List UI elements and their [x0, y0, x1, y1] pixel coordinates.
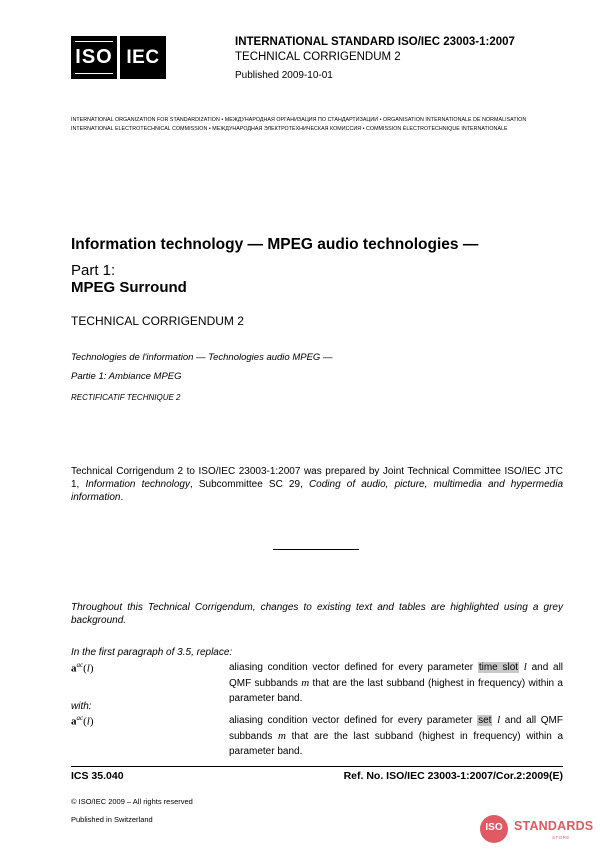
- old-def-var-l: l: [523, 661, 527, 673]
- logo-rule-top: [75, 41, 113, 42]
- old-def-post: that are the last subband (highest in frequency) within a parameter band.: [229, 677, 563, 704]
- reference-number: Ref. No. ISO/IEC 23003-1:2007/Cor.2:2009(E): [343, 770, 563, 782]
- intro-paragraph: [71, 465, 563, 504]
- logo-rule-bottom: [75, 73, 113, 74]
- old-def-var-m: m: [301, 676, 310, 689]
- new-def-mid: and all QMF subbands: [229, 715, 563, 742]
- symbol-var: l: [86, 715, 90, 728]
- old-definition: [229, 660, 563, 707]
- symbol-new: [71, 714, 94, 728]
- badge-iso-circle: [480, 815, 508, 843]
- new-def-pre: aliasing condition vector defined for every parameter: [229, 715, 478, 726]
- corrigendum-title: TECHNICAL CORRIGENDUM 2: [71, 314, 244, 328]
- iso-logo: [71, 36, 117, 79]
- intro-text-d: Coding of audio, picture, multimedia and hypermedia information: [71, 479, 564, 503]
- symbol-paren-open: (: [83, 662, 87, 675]
- symbol-base: a: [71, 662, 77, 675]
- symbol-superscript: ac: [76, 661, 84, 669]
- french-corrigendum: RECTIFICATIF TECHNIQUE 2: [71, 393, 181, 402]
- intro-text-b: Information technology: [85, 479, 190, 490]
- standards-store-badge[interactable]: [480, 815, 594, 843]
- standard-number: INTERNATIONAL STANDARD ISO/IEC 23003-1:2007: [235, 36, 515, 48]
- new-def-highlight: set: [478, 715, 492, 726]
- published-date: Published 2009-10-01: [235, 70, 333, 81]
- published-in: Published in Switzerland: [71, 815, 153, 824]
- old-def-pre: aliasing condition vector defined for every parameter: [229, 662, 478, 673]
- french-part: Partie 1: Ambiance MPEG: [71, 371, 182, 382]
- new-def-var-l: l: [497, 714, 501, 726]
- badge-text: STANDARDS: [514, 819, 594, 833]
- replace-label: In the first paragraph of 3.5, replace:: [71, 647, 233, 658]
- with-label: with:: [71, 701, 92, 712]
- iso-logo-text: ISO: [75, 46, 113, 68]
- part-number: Part 1:: [71, 262, 116, 279]
- symbol-superscript: ac: [76, 714, 84, 722]
- part-title: MPEG Surround: [71, 279, 187, 296]
- new-def-post: that are the last subband (highest in frequency) within a parameter band.: [229, 730, 564, 757]
- symbol-old: [71, 661, 94, 675]
- iec-logo-text: IEC: [126, 46, 160, 68]
- corrigendum-number: TECHNICAL CORRIGENDUM 2: [235, 51, 401, 63]
- iec-logo: [120, 36, 166, 79]
- french-title: Technologies de l'information — Technologies audio MPEG —: [71, 352, 333, 363]
- throughout-note: Throughout this Technical Corrigendum, changes to existing text and tables are highlighted using a grey background.: [71, 602, 563, 626]
- intro-text-a: Technical Corrigendum 2 to ISO/IEC 23003-1:2007 was prepared by Joint Technical Committee ISO/IEC JTC 1,: [71, 466, 563, 490]
- section-divider: [273, 549, 359, 550]
- symbol-paren-open: (: [83, 715, 87, 728]
- symbol-var: l: [86, 662, 90, 675]
- copyright-notice: © ISO/IEC 2009 – All rights reserved: [71, 797, 193, 806]
- ics-code: ICS 35.040: [71, 770, 124, 782]
- badge-iso-text: ISO: [485, 822, 503, 833]
- old-def-highlight: time slot: [478, 662, 519, 673]
- footer-rule: [71, 766, 563, 767]
- document-title: Information technology — MPEG audio technologies —: [71, 236, 479, 253]
- intro-text-e: .: [120, 492, 124, 503]
- symbol-base: a: [71, 715, 77, 728]
- organizations-line-2: INTERNATIONAL ELECTROTECHNICAL COMMISSION • МЕЖДУНАРОДНАЯ ЭЛЕКТРОТЕХНИЧЕСКАЯ КОМИССИЯ • COMMISSION ÉLECTROTECHNIQUE INTERNATIONALE: [71, 126, 508, 132]
- symbol-paren-close: ): [89, 662, 94, 675]
- badge-small-text: STORE: [552, 835, 570, 840]
- intro-text-c: , Subcommittee SC 29,: [189, 479, 309, 490]
- new-definition: [229, 713, 563, 760]
- organizations-line-1: INTERNATIONAL ORGANIZATION FOR STANDARDIZATION • МЕЖДУНАРОДНАЯ ОРГАНИЗАЦИЯ ПО СТАНДАРТИЗАЦИИ • ORGANISATION INTERNATIONALE DE NORMALISATION: [71, 117, 527, 123]
- new-def-var-m: m: [278, 729, 286, 742]
- symbol-paren-close: ): [89, 715, 94, 728]
- old-def-mid: and all QMF subbands: [229, 662, 564, 689]
